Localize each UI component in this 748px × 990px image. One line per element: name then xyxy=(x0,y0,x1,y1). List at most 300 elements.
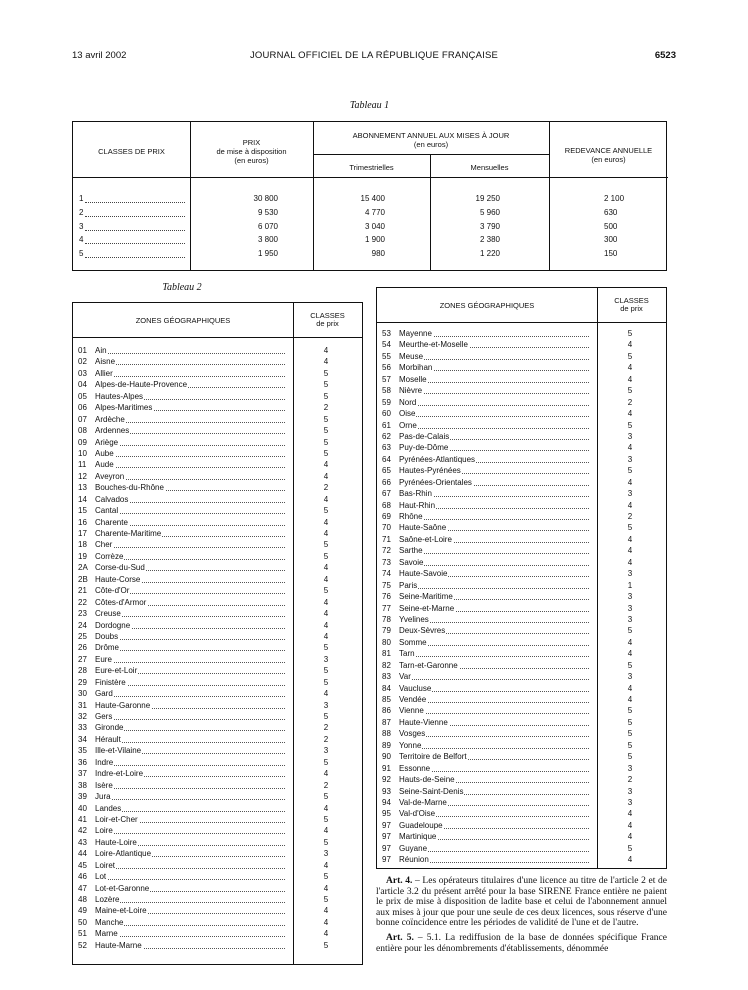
zone-row xyxy=(377,385,666,396)
zone-row xyxy=(377,603,666,614)
zone-class: 4 xyxy=(323,346,329,355)
art5-label: Art. 5. xyxy=(386,932,414,943)
zone-code: 05 xyxy=(78,391,87,401)
zone-code: 81 xyxy=(382,649,391,659)
zone-name: Haute-Savoie xyxy=(399,569,448,579)
zone-name: Vendée xyxy=(399,695,427,704)
zone-name: Sarthe xyxy=(399,546,423,556)
zone-code: 76 xyxy=(382,592,391,602)
leader-dots xyxy=(95,719,285,720)
zone-class: 4 xyxy=(323,620,329,630)
t1-header-mensuelles: Mensuelles xyxy=(470,163,509,172)
zone-class: 2 xyxy=(627,512,633,521)
t2-left-header-classes xyxy=(293,303,362,337)
zone-code: 91 xyxy=(382,763,391,773)
zone-code: 97 xyxy=(382,820,391,830)
zone-row xyxy=(377,351,666,362)
zone-class: 4 xyxy=(627,695,633,704)
zone-row xyxy=(377,717,666,728)
zone-name: Aveyron xyxy=(95,471,125,481)
zone-row xyxy=(377,362,666,373)
leader-dots xyxy=(399,713,589,714)
zone-name: Pas-de-Calais xyxy=(399,431,450,441)
t1-trimestrielles: 4 770 xyxy=(364,207,385,217)
zone-code: 27 xyxy=(78,654,87,664)
t2-left-header-classes-l1: CLASSES xyxy=(310,311,345,320)
t1-mensuelles: 5 960 xyxy=(479,207,500,217)
t1-header-trimestrielles: Trimestrielles xyxy=(349,163,394,172)
zone-class: 5 xyxy=(323,895,329,904)
zone-name: Seine-Maritime xyxy=(399,592,453,602)
t1-prix: 30 800 xyxy=(253,194,278,203)
zone-name: Drôme xyxy=(95,643,120,653)
zone-row xyxy=(377,774,666,785)
t1-prix: 9 530 xyxy=(257,207,278,217)
zone-row xyxy=(73,437,362,448)
zone-code: 95 xyxy=(382,809,391,819)
t1-prix: 3 800 xyxy=(257,235,278,245)
t2-right-header-classes-l2: de prix xyxy=(620,304,643,313)
zone-class: 5 xyxy=(323,712,329,721)
zone-row xyxy=(73,837,362,848)
zone-name: Côte-d'Or xyxy=(95,586,130,596)
t1-mensuelles: 2 380 xyxy=(479,235,500,245)
leader-dots xyxy=(399,679,589,680)
zone-row xyxy=(377,557,666,568)
zone-code: 38 xyxy=(78,780,87,790)
zone-row xyxy=(73,883,362,894)
zone-code: 2A xyxy=(78,563,88,573)
zone-class: 5 xyxy=(323,426,329,436)
zone-code: 29 xyxy=(78,677,87,687)
zone-code: 25 xyxy=(78,631,87,641)
zone-row xyxy=(377,820,666,831)
zone-class: 5 xyxy=(323,586,329,596)
zone-code: 93 xyxy=(382,786,391,796)
t1-classe: 2 xyxy=(79,207,84,217)
zone-code: 06 xyxy=(78,403,87,413)
zone-row xyxy=(377,831,666,842)
zone-name: Seine-Saint-Denis xyxy=(399,786,464,796)
leader-dots xyxy=(399,393,589,394)
zone-code: 23 xyxy=(78,609,87,619)
leader-dots xyxy=(95,616,285,617)
zone-class: 4 xyxy=(627,855,633,865)
zone-name: Essonne xyxy=(399,763,431,773)
zone-class: 4 xyxy=(323,494,329,504)
tableau2-left xyxy=(72,302,363,965)
leader-dots xyxy=(95,376,285,377)
t2-left-header-zones: ZONES GÉOGRAPHIQUES xyxy=(135,315,231,325)
leader-dots xyxy=(399,565,589,566)
zone-class: 4 xyxy=(627,649,633,659)
zone-row xyxy=(377,660,666,671)
zone-row xyxy=(73,654,362,665)
zone-class: 4 xyxy=(627,477,633,487)
zone-class: 4 xyxy=(323,574,329,584)
zone-class: 3 xyxy=(323,746,329,756)
leader-dots xyxy=(95,696,285,697)
zone-class: 1 xyxy=(627,580,633,590)
zone-name: Hautes-Pyrénées xyxy=(399,466,461,476)
zone-row xyxy=(377,397,666,408)
zone-code: 57 xyxy=(382,374,391,384)
leader-dots xyxy=(95,650,285,651)
zone-name: Meurthe-et-Moselle xyxy=(399,340,468,350)
zone-class: 4 xyxy=(627,443,633,453)
zone-class: 4 xyxy=(627,409,633,419)
zone-name: Doubs xyxy=(95,631,119,641)
t1-leader-dots xyxy=(85,243,185,244)
zone-name: Paris xyxy=(399,580,418,590)
zone-class: 4 xyxy=(323,860,329,870)
zone-name: Val-d'Oise xyxy=(399,809,436,819)
zone-name: Tarn xyxy=(399,649,415,659)
zone-row xyxy=(377,431,666,442)
zone-class: 5 xyxy=(627,466,633,476)
leader-dots xyxy=(95,513,285,514)
zone-name: Dordogne xyxy=(95,620,131,630)
zone-row xyxy=(377,477,666,488)
zone-class: 5 xyxy=(627,752,633,762)
zone-class: 5 xyxy=(323,414,329,424)
zone-code: 59 xyxy=(382,397,391,407)
zone-code: 62 xyxy=(382,431,391,441)
zone-class: 5 xyxy=(627,329,633,338)
zone-code: 15 xyxy=(78,506,87,516)
zone-row xyxy=(73,871,362,882)
zone-code: 18 xyxy=(78,540,87,550)
leader-dots xyxy=(95,799,285,800)
zone-row xyxy=(73,825,362,836)
zone-class: 4 xyxy=(627,363,633,373)
zone-row xyxy=(73,905,362,916)
zone-name: Vaucluse xyxy=(399,683,432,693)
zone-code: 07 xyxy=(78,414,87,424)
zone-code: 19 xyxy=(78,551,87,561)
t1-mensuelles: 19 250 xyxy=(475,194,500,203)
zone-name: Hérault xyxy=(95,734,121,744)
zone-class: 5 xyxy=(627,717,633,727)
t2-right-header-zones: ZONES GÉOGRAPHIQUES xyxy=(439,300,535,310)
zone-row xyxy=(377,580,666,591)
zone-name: Moselle xyxy=(399,374,427,384)
zone-code: 94 xyxy=(382,797,391,807)
t1-mensuelles: 3 790 xyxy=(479,221,500,231)
zone-code: 79 xyxy=(382,626,391,636)
zone-class: 2 xyxy=(627,775,633,785)
zone-code: 63 xyxy=(382,443,391,453)
zone-row xyxy=(377,534,666,545)
zone-code: 30 xyxy=(78,689,87,699)
zone-name: Aube xyxy=(95,448,114,458)
zone-class: 4 xyxy=(323,803,329,813)
leader-dots xyxy=(95,364,285,365)
zone-class: 2 xyxy=(323,780,329,790)
zone-row xyxy=(73,803,362,814)
leader-dots xyxy=(399,748,589,749)
leader-dots xyxy=(95,467,285,468)
zone-code: 31 xyxy=(78,700,87,710)
zone-code: 35 xyxy=(78,746,87,756)
zone-class: 2 xyxy=(323,734,329,744)
zone-code: 22 xyxy=(78,597,87,607)
zone-code: 88 xyxy=(382,729,391,739)
zone-class: 5 xyxy=(323,448,329,458)
zone-class: 3 xyxy=(323,849,329,859)
page-header xyxy=(72,50,676,64)
zone-code: 82 xyxy=(382,660,391,670)
zone-name: Isère xyxy=(95,780,113,790)
zone-code: 44 xyxy=(78,849,87,859)
zone-class: 4 xyxy=(323,689,329,699)
zone-row xyxy=(377,500,666,511)
zone-name: Lot-et-Garonne xyxy=(95,883,150,893)
zone-row xyxy=(73,585,362,596)
zone-class: 3 xyxy=(627,489,633,499)
zone-code: 55 xyxy=(382,351,391,361)
zone-code: 40 xyxy=(78,803,87,813)
zone-code: 58 xyxy=(382,386,391,396)
zone-row xyxy=(73,791,362,802)
zone-row xyxy=(377,454,666,465)
zone-class: 4 xyxy=(627,832,633,842)
zone-class: 5 xyxy=(627,706,633,716)
zone-row xyxy=(73,574,362,585)
zone-name: Guyane xyxy=(399,843,428,853)
zone-class: 5 xyxy=(323,437,329,447)
zone-class: 5 xyxy=(627,523,633,533)
zone-code: 14 xyxy=(78,494,87,504)
zone-name: Aisne xyxy=(95,357,116,367)
zone-code: 26 xyxy=(78,643,87,653)
zone-class: 5 xyxy=(627,843,633,853)
t1-redevance: 630 xyxy=(604,207,618,217)
zone-row xyxy=(73,459,362,470)
zone-row xyxy=(377,488,666,499)
zone-row xyxy=(73,940,362,951)
t1-leader-dots xyxy=(85,257,185,258)
leader-dots xyxy=(95,445,285,446)
zone-row xyxy=(73,894,362,905)
zone-row xyxy=(73,368,362,379)
zone-class: 5 xyxy=(627,740,633,750)
zone-row xyxy=(73,505,362,516)
zone-row xyxy=(377,522,666,533)
zone-code: 46 xyxy=(78,872,87,882)
zone-class: 5 xyxy=(323,677,329,687)
art5-text: – 5.1. La rediffusion de la base de données spécifique France entière pour les dénombrements d'établissements, dénommée xyxy=(376,932,667,954)
tableau2-caption: Tableau 2 xyxy=(162,282,202,293)
zone-row xyxy=(377,683,666,694)
zone-name: Rhône xyxy=(399,512,423,521)
zone-row xyxy=(73,448,362,459)
leader-dots xyxy=(95,902,285,903)
zone-row xyxy=(73,402,362,413)
zone-name: Hautes-Alpes xyxy=(95,391,144,401)
zone-name: Ain xyxy=(95,346,107,355)
zone-class: 4 xyxy=(323,471,329,481)
zone-class: 4 xyxy=(627,500,633,510)
zone-code: 66 xyxy=(382,477,391,487)
art4-label: Art. 4. xyxy=(386,876,413,886)
zone-class: 4 xyxy=(323,609,329,619)
t1-mensuelles: 1 220 xyxy=(479,249,500,259)
zone-name: Creuse xyxy=(95,609,121,619)
leader-dots xyxy=(399,736,589,737)
zone-class: 5 xyxy=(323,792,329,802)
tableau2-right xyxy=(376,287,667,869)
zone-name: Corrèze xyxy=(95,551,124,561)
zone-code: 28 xyxy=(78,666,87,676)
zone-row xyxy=(73,745,362,756)
zone-code: 77 xyxy=(382,603,391,613)
leader-dots xyxy=(399,428,589,429)
leader-dots xyxy=(95,662,285,663)
zone-row xyxy=(73,620,362,631)
zone-code: 84 xyxy=(382,683,391,693)
t1-header-classes: CLASSES DE PRIX xyxy=(98,147,165,156)
header-journal-title: JOURNAL OFFICIEL DE LA RÉPUBLIQUE FRANÇAISE xyxy=(249,50,499,61)
zone-name: Finistère xyxy=(95,677,126,687)
zone-code: 64 xyxy=(382,454,391,464)
zone-class: 4 xyxy=(627,340,633,350)
t1-leader-dots xyxy=(85,202,185,203)
zone-name: Gard xyxy=(95,689,113,699)
zone-name: Haute-Saône xyxy=(399,523,447,533)
zone-row xyxy=(377,568,666,579)
zone-row xyxy=(73,780,362,791)
t1-header-prix-l2: de mise à disposition xyxy=(216,147,287,156)
leader-dots xyxy=(399,702,589,703)
zone-name: Réunion xyxy=(399,855,429,865)
zone-name: Landes xyxy=(95,803,122,813)
zone-class: 3 xyxy=(627,797,633,807)
zone-class: 4 xyxy=(323,906,329,916)
zone-class: 5 xyxy=(323,872,329,882)
zone-class: 4 xyxy=(627,809,633,819)
zone-name: Marne xyxy=(95,929,118,939)
zone-code: 42 xyxy=(78,826,87,836)
t1-classe: 4 xyxy=(79,235,84,245)
zone-row xyxy=(73,608,362,619)
zone-name: Territoire de Belfort xyxy=(399,752,467,762)
zone-name: Haute-Loire xyxy=(95,837,137,847)
zone-code: 12 xyxy=(78,471,87,481)
zone-name: Jura xyxy=(95,792,111,802)
t1-row xyxy=(73,222,668,236)
zone-class: 4 xyxy=(323,883,329,893)
zone-row xyxy=(73,848,362,859)
zone-name: Indre-et-Loire xyxy=(95,769,144,779)
zone-class: 2 xyxy=(627,397,633,407)
zone-name: Oise xyxy=(399,409,416,419)
zone-class: 4 xyxy=(627,683,633,693)
zone-name: Haut-Rhin xyxy=(399,500,436,510)
zone-class: 3 xyxy=(627,672,633,682)
zone-class: 4 xyxy=(323,631,329,641)
zone-row xyxy=(377,637,666,648)
zone-class: 4 xyxy=(627,557,633,567)
t1-row xyxy=(73,194,668,208)
zone-class: 4 xyxy=(627,534,633,544)
zone-row xyxy=(73,494,362,505)
t1-trimestrielles: 3 040 xyxy=(364,221,385,231)
zone-class: 4 xyxy=(323,826,329,836)
t1-trimestrielles: 980 xyxy=(371,249,385,259)
zone-row xyxy=(377,625,666,636)
zone-row xyxy=(73,722,362,733)
leader-dots xyxy=(399,588,589,589)
tableau1 xyxy=(72,121,667,271)
zone-row xyxy=(377,420,666,431)
leader-dots xyxy=(95,742,285,743)
zone-name: Eure-et-Loir xyxy=(95,666,138,676)
zone-code: 39 xyxy=(78,792,87,802)
zone-code: 34 xyxy=(78,734,87,744)
leader-dots xyxy=(95,811,285,812)
zone-code: 37 xyxy=(78,769,87,779)
zone-code: 49 xyxy=(78,906,87,916)
zone-name: Lozère xyxy=(95,895,120,904)
zone-row xyxy=(73,414,362,425)
zone-row xyxy=(73,517,362,528)
zone-row xyxy=(73,711,362,722)
zone-class: 3 xyxy=(627,569,633,579)
zone-name: Manche xyxy=(95,917,124,927)
zone-name: Calvados xyxy=(95,494,129,504)
zone-name: Meuse xyxy=(399,351,424,361)
zone-code: 43 xyxy=(78,837,87,847)
t1-redevance: 300 xyxy=(604,235,618,245)
zone-code: 67 xyxy=(382,489,391,499)
zone-code: 45 xyxy=(78,860,87,870)
zone-row xyxy=(377,705,666,716)
zone-row xyxy=(377,740,666,751)
zone-code: 41 xyxy=(78,814,87,824)
leader-dots xyxy=(399,359,589,360)
zone-class: 3 xyxy=(323,700,329,710)
zone-row xyxy=(73,345,362,356)
zone-class: 5 xyxy=(323,666,329,676)
t1-redevance: 500 xyxy=(604,221,618,231)
zone-class: 5 xyxy=(323,551,329,561)
leader-dots xyxy=(95,765,285,766)
leader-dots xyxy=(95,788,285,789)
zone-name: Loire-Atlantique xyxy=(95,849,152,859)
zone-class: 4 xyxy=(323,529,329,538)
zone-code: 60 xyxy=(382,409,391,419)
zone-name: Corse-du-Sud xyxy=(95,563,145,573)
zone-row xyxy=(73,917,362,928)
zone-name: Indre xyxy=(95,757,114,767)
zone-name: Nord xyxy=(399,397,417,407)
zone-row xyxy=(73,482,362,493)
zone-row xyxy=(377,339,666,350)
zone-row xyxy=(377,648,666,659)
t1-header-abo-l1: ABONNEMENT ANNUEL AUX MISES À JOUR xyxy=(352,131,510,140)
zone-code: 52 xyxy=(78,940,87,950)
zone-class: 5 xyxy=(627,626,633,636)
t1-leader-dots xyxy=(85,216,185,217)
zone-code: 72 xyxy=(382,546,391,556)
zone-code: 48 xyxy=(78,895,87,904)
article-5 xyxy=(376,933,667,954)
zone-name: Haute-Corse xyxy=(95,574,141,584)
zone-name: Vienne xyxy=(399,706,424,716)
leader-dots xyxy=(95,639,285,640)
zone-code: 21 xyxy=(78,586,87,596)
